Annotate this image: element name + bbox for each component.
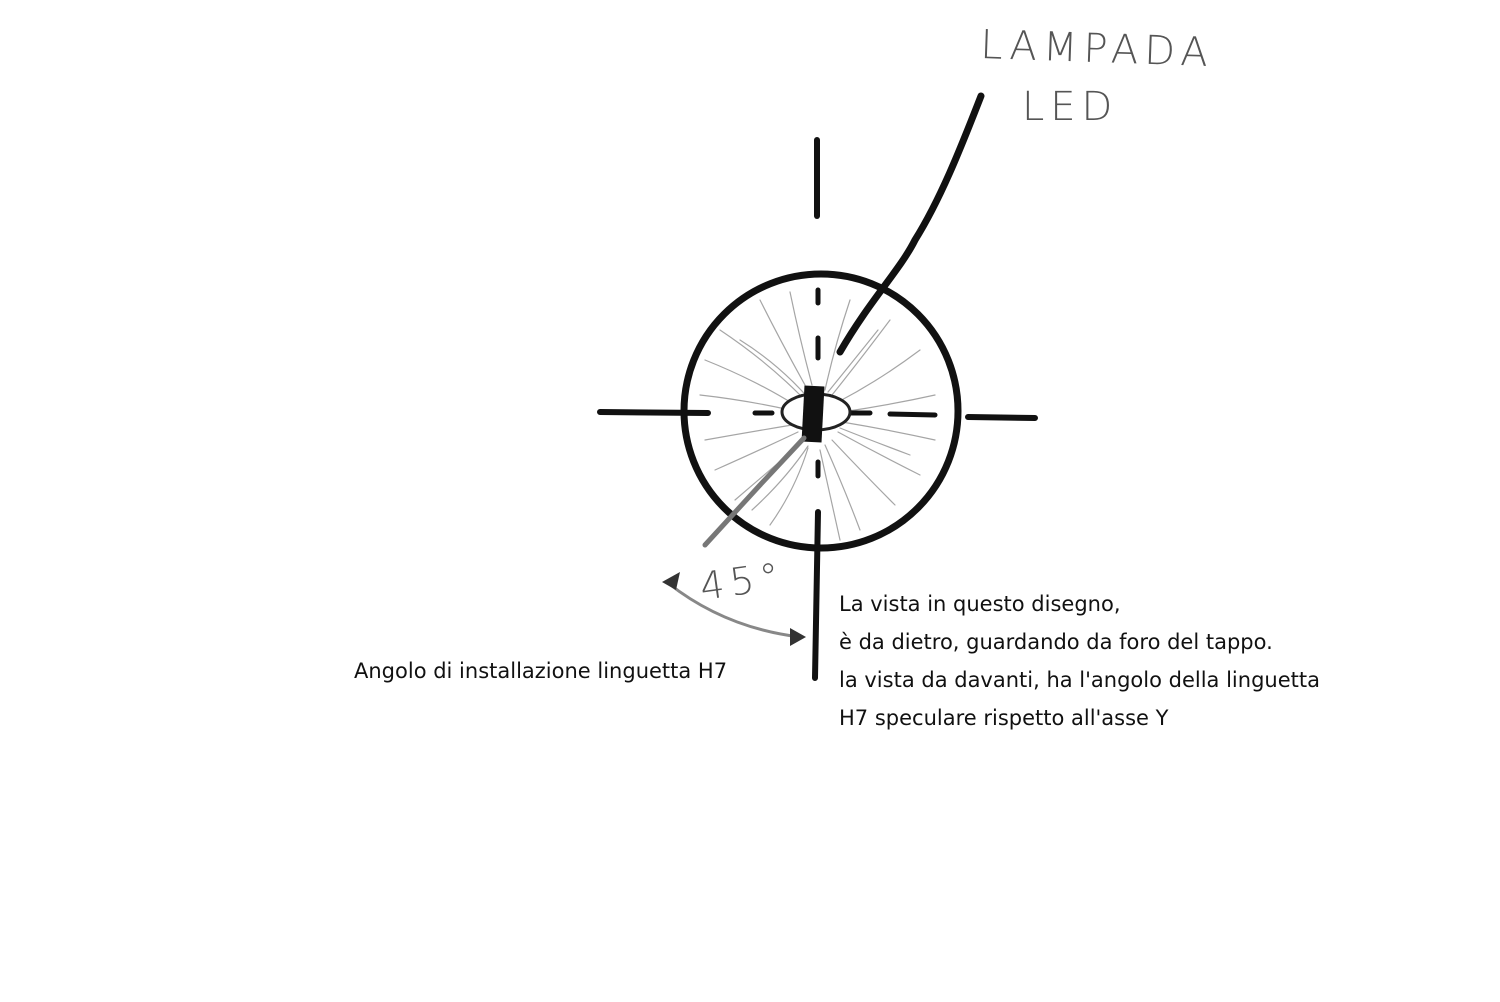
arc-arrow-right (790, 628, 806, 646)
lamp-label-line1: LAMPADA (979, 22, 1215, 77)
lamp-label-line2: LED (1022, 84, 1119, 130)
view-note-line: è da dietro, guardando da foro del tappo. (839, 630, 1273, 654)
angle-label: 45° (697, 553, 788, 609)
view-note (839, 585, 1320, 737)
view-note-line: La vista in questo disegno, (839, 592, 1121, 616)
view-note-line: la vista da davanti, ha l'angolo della linguetta (839, 668, 1320, 692)
leader-line (840, 96, 981, 352)
arc-arrow-left (662, 572, 680, 590)
view-note-line: H7 speculare rispetto all'asse Y (839, 706, 1169, 730)
h7-tab (802, 386, 825, 443)
installation-angle-caption: Angolo di installazione linguetta H7 (354, 659, 728, 683)
